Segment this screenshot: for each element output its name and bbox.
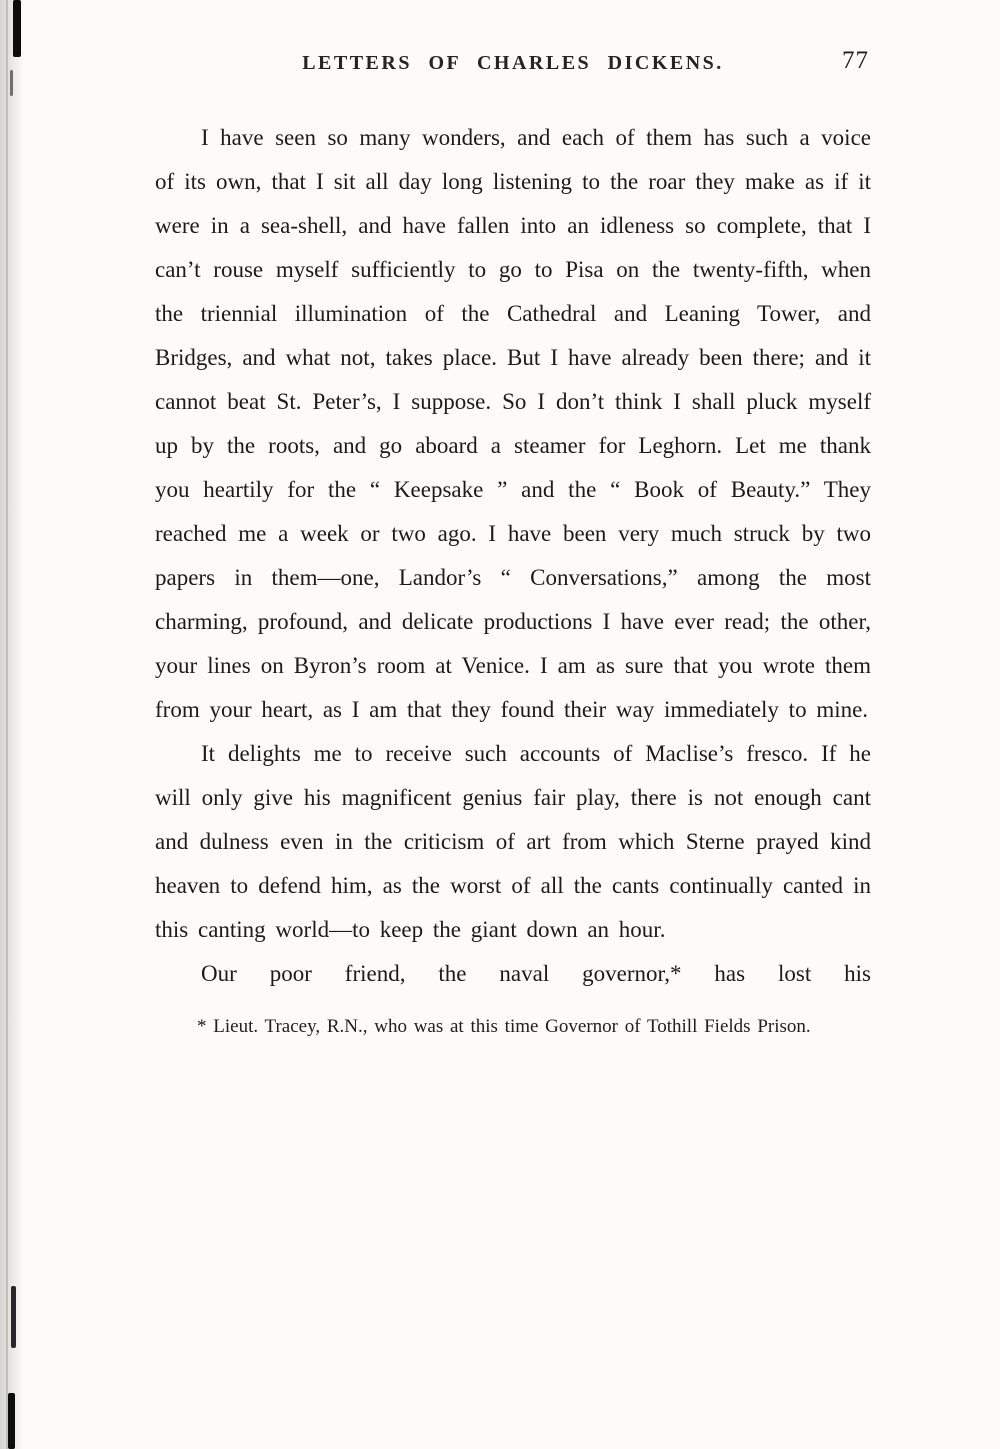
page-number: 77 [842, 47, 869, 74]
footnote: * Lieut. Tracey, R.N., who was at this time Governor of Tothill Fields Prison. [197, 1016, 811, 1037]
page-header [155, 47, 871, 88]
running-header-title: LETTERS OF CHARLES DICKENS. [302, 52, 724, 74]
scan-edge-shadow [0, 0, 28, 1449]
scan-edge-line [6, 0, 8, 1449]
paragraph-3: Our poor friend, the naval governor,* has lost his [201, 961, 871, 986]
paragraph-2: It delights me to receive such accounts of Maclise’s fresco. If he will only give his magnificent genius fair play, there is not enough cant and dulness even in the criticism of art from which Sterne prayed kind heaven to defend him, as the worst of all the cants continually canted in this canting world—to keep the giant down an hour. [155, 741, 871, 942]
paragraph-1: I have seen so many wonders, and each of them has such a voice of its own, that I sit all day long listening to the roar they make as if it were in a sea-shell, and have fallen into an idleness so complete, that I can’t rouse myself sufficiently to go to Pisa on the twenty-fifth, when the triennial illumination of the Cathedral and Leaning Tower, and Bridges, and what not, takes place. But I have already been there; and it cannot beat St. Peter’s, I suppose. So I don’t think I shall pluck myself up by the roots, and go aboard a steamer for Leghorn. Let me thank you heartily for the “ Keepsake ” and the “ Book of Beauty.” They reached me a week or two ago. I have been very much struck by two papers in them—one, Landor’s “ Conversations,” among the most charming, profound, and delicate productions I have ever read; the other, your lines on Byron’s room at Venice. I am as sure that you wrote them from your heart, as I am that they found their way immediately to mine. [155, 125, 871, 722]
scan-mark-upper-left [10, 70, 13, 96]
scan-mark-bottom-left-1 [11, 1286, 16, 1348]
scan-mark-top-left [13, 0, 21, 57]
page-body [155, 116, 871, 1045]
scan-mark-bottom-left-2 [8, 1393, 15, 1449]
